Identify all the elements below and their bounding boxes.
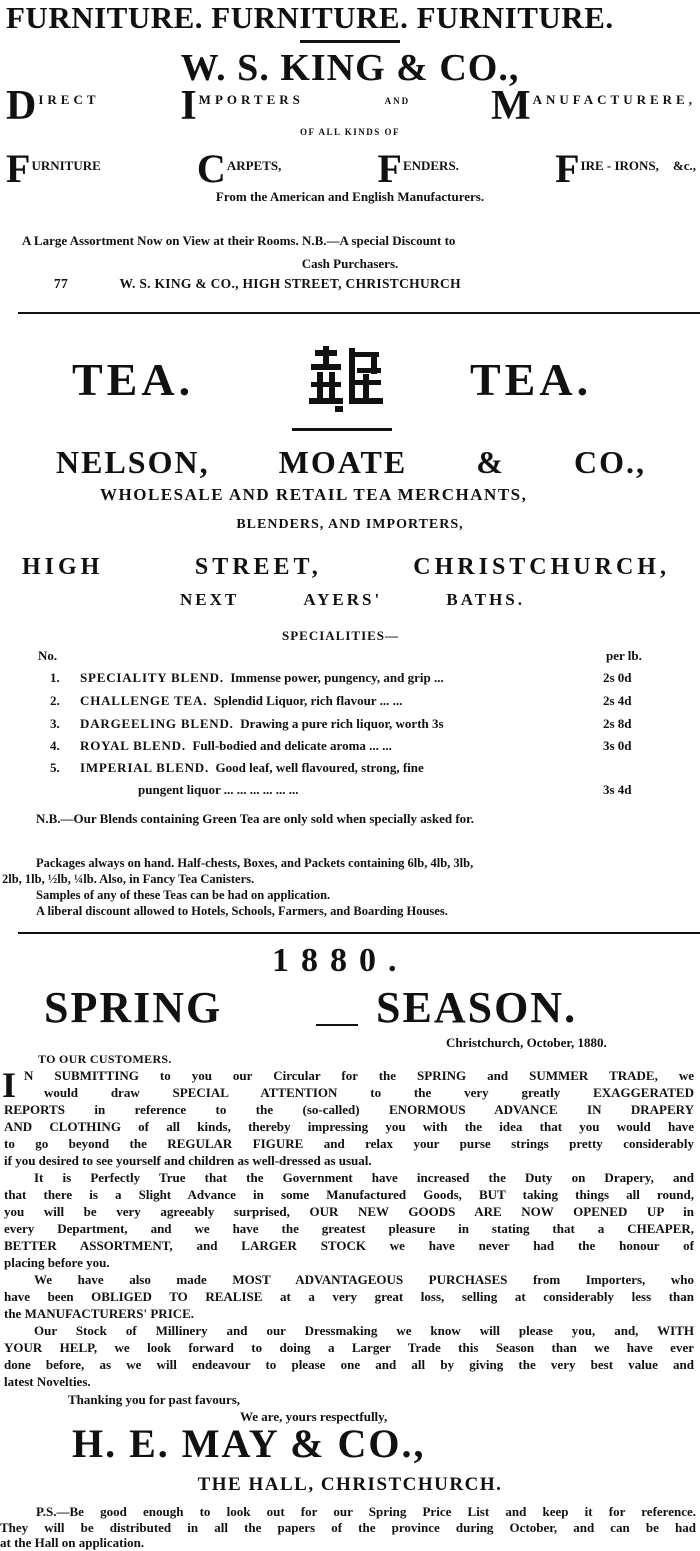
king-trade-line [6, 83, 696, 129]
tea-heading-right: TEA. [470, 354, 593, 405]
high-street-line: HIGH STREET, CHRISTCHURCH, [22, 554, 670, 580]
body-line: AND CLOTHING of all kinds, thereby impressing you with the idea that you would have [4, 1119, 694, 1134]
king-address [54, 276, 461, 292]
per-lb-column-label: per lb. [606, 648, 642, 663]
season-heading: SEASON. [376, 983, 578, 1032]
body-line: BETTER ASSORTMENT, and LARGER STOCK we have never had the honour of [4, 1238, 694, 1253]
body-line: you will be very agreeably surprised, OUR NEW GOODS ARE NOW OPENED UP in [4, 1204, 694, 1219]
word-carpets: C ARPETS, [196, 146, 282, 191]
furniture-header: FURNITURE. FURNITURE. FURNITURE. [6, 0, 614, 35]
tea-heading-left: TEA. [72, 354, 195, 405]
word-direct: D IRECT [6, 83, 100, 129]
body-line: if you desired to see yourself and children as well-dressed as usual. [4, 1153, 372, 1168]
tea-list-item: 4. ROYAL BLEND. Full-bodied and delicate aroma ... ... 3s 0d [50, 738, 632, 753]
ad-ref-number: 77 [54, 276, 69, 291]
body-line: that there is a Slight Advance in some Manufactured Goods, BUT taking things all round, [4, 1187, 694, 1202]
word-manufacturer: M ANUFACTURERE, [490, 83, 696, 129]
of-all-kinds: OF ALL KINDS OF [300, 127, 400, 137]
tea-list-item-continued: pungent liquor ... ... ... ... ... ... 3s 4d [138, 782, 632, 797]
body-line: have been OBLIGED TO REALISE at a very great loss, selling at considerably less than [4, 1289, 694, 1304]
number-column-label: No. [38, 648, 58, 663]
ad-divider [18, 312, 700, 314]
body-line: to go beyond the REGULAR FIGURE and relax your purse strings pretty considerably [4, 1136, 694, 1151]
green-tea-note: N.B.—Our Blends containing Green Tea are only sold when specially asked for. [36, 811, 474, 826]
body-line: It is Perfectly True that the Government have increased the Duty on Drapery, and [34, 1170, 694, 1185]
tea-list-item: 1. SPECIALITY BLEND. Immense power, pungency, and grip ... 2s 0d [50, 670, 632, 685]
postscript-line: at the Hall on application. [0, 1535, 145, 1550]
tea-list-item: 3. DARGEELING BLEND. Drawing a pure rich liquor, worth 3s 2s 8d [50, 716, 632, 731]
king-title: W. S. KING & CO., [180, 47, 520, 89]
body-line: REPORTS in reference to the (so-called) ENORMOUS ADVANCE IN DRAPERY [4, 1102, 694, 1117]
assortment-line: A Large Assortment Now on View at their Rooms. N.B.—A special Discount to [22, 233, 456, 248]
to-customers: TO OUR CUSTOMERS. [38, 1052, 172, 1066]
body-line: Our Stock of Millinery and our Dressmaking we know will please you, and, WITH [34, 1323, 694, 1338]
nelson-moate-title: NELSON, MOATE & CO., [56, 444, 646, 480]
ad-divider [18, 932, 700, 934]
title-rule [300, 40, 400, 43]
packages-line: Samples of any of these Teas can be had on application. [36, 888, 331, 902]
may-title: H. E. MAY & CO., [72, 1421, 426, 1466]
address-text: W. S. KING & CO., HIGH STREET, CHRISTCHURCH [119, 276, 461, 291]
word-fenders: F ENDERS. [377, 146, 459, 191]
postscript-line: P.S.—Be good enough to look out for our Spring Price List and keep it for reference. [36, 1504, 696, 1519]
king-goods-line [6, 146, 696, 191]
packages-line: A liberal discount allowed to Hotels, Schools, Farmers, and Boarding Houses. [36, 904, 448, 918]
hall-address: THE HALL, CHRISTCHURCH. [197, 1474, 503, 1495]
heading-underline [316, 1024, 358, 1026]
body-line: We have also made MOST ADVANTAGEOUS PURCHASES from Importers, who [34, 1272, 694, 1287]
body-line: N SUBMITTING to you our Circular for the SPRING and SUMMER TRADE, we [24, 1068, 694, 1083]
tea-list-item: 2. CHALLENGE TEA. Splendid Liquor, rich flavour ... ... 2s 4d [50, 693, 632, 708]
signoff-line: We are, yours respectfully, [240, 1409, 388, 1424]
specialities-heading: SPECIALITIES— [282, 628, 400, 643]
spring-heading: SPRING [44, 983, 223, 1032]
thanks-line: Thanking you for past favours, [68, 1392, 241, 1407]
tea-title-rule [292, 428, 392, 431]
year-heading: 1880. [272, 942, 409, 979]
packages-line: Packages always on hand. Half-chests, Boxes, and Packets containing 6lb, 4lb, 3lb, [36, 856, 474, 870]
body-line: would draw SPECIAL ATTENTION to the very greatly EXAGGERATED [44, 1085, 694, 1100]
body-line: latest Novelties. [4, 1374, 91, 1389]
postscript-line: They will be distributed in all the papers of the province during October, and can be had [0, 1520, 696, 1535]
body-line: done before, as we will endeavour to please one and all by giving the very best value and [4, 1357, 694, 1372]
word-importers: I MPORTERS [180, 83, 304, 129]
body-line: YOUR HELP, we look forward to doing a Larger Trade this Season than we have ever [4, 1340, 694, 1355]
wholesale-line: WHOLESALE AND RETAIL TEA MERCHANTS, [100, 485, 528, 504]
blenders-line: BLENDERS, AND IMPORTERS, [236, 517, 464, 532]
cash-purchasers: Cash Purchasers. [301, 256, 399, 271]
body-line: the MANUFACTURERS' PRICE. [4, 1306, 195, 1321]
word-fire-irons: F IRE - IRONS, &c., [555, 146, 696, 191]
drop-cap: I [2, 1065, 17, 1105]
body-line: placing before you. [4, 1255, 110, 1270]
word-furniture: F URNITURE [6, 146, 101, 191]
body-line: every Department, and we have the greatest pleasure in stating that a CHEAPER, [4, 1221, 694, 1236]
packages-line: 2lb, 1lb, ½lb, ¼lb. Also, in Fancy Tea Canisters. [2, 872, 255, 886]
chinese-character-seal-icon [305, 344, 385, 414]
tea-list-item: 5. IMPERIAL BLEND. Good leaf, well flavoured, strong, fine [50, 760, 424, 775]
from-manufacturers: From the American and English Manufacturers. [215, 189, 485, 204]
word-and: AND [384, 96, 411, 106]
next-ayers-line: NEXT AYERS' BATHS. [180, 590, 525, 609]
dateline: Christchurch, October, 1880. [446, 1035, 607, 1050]
